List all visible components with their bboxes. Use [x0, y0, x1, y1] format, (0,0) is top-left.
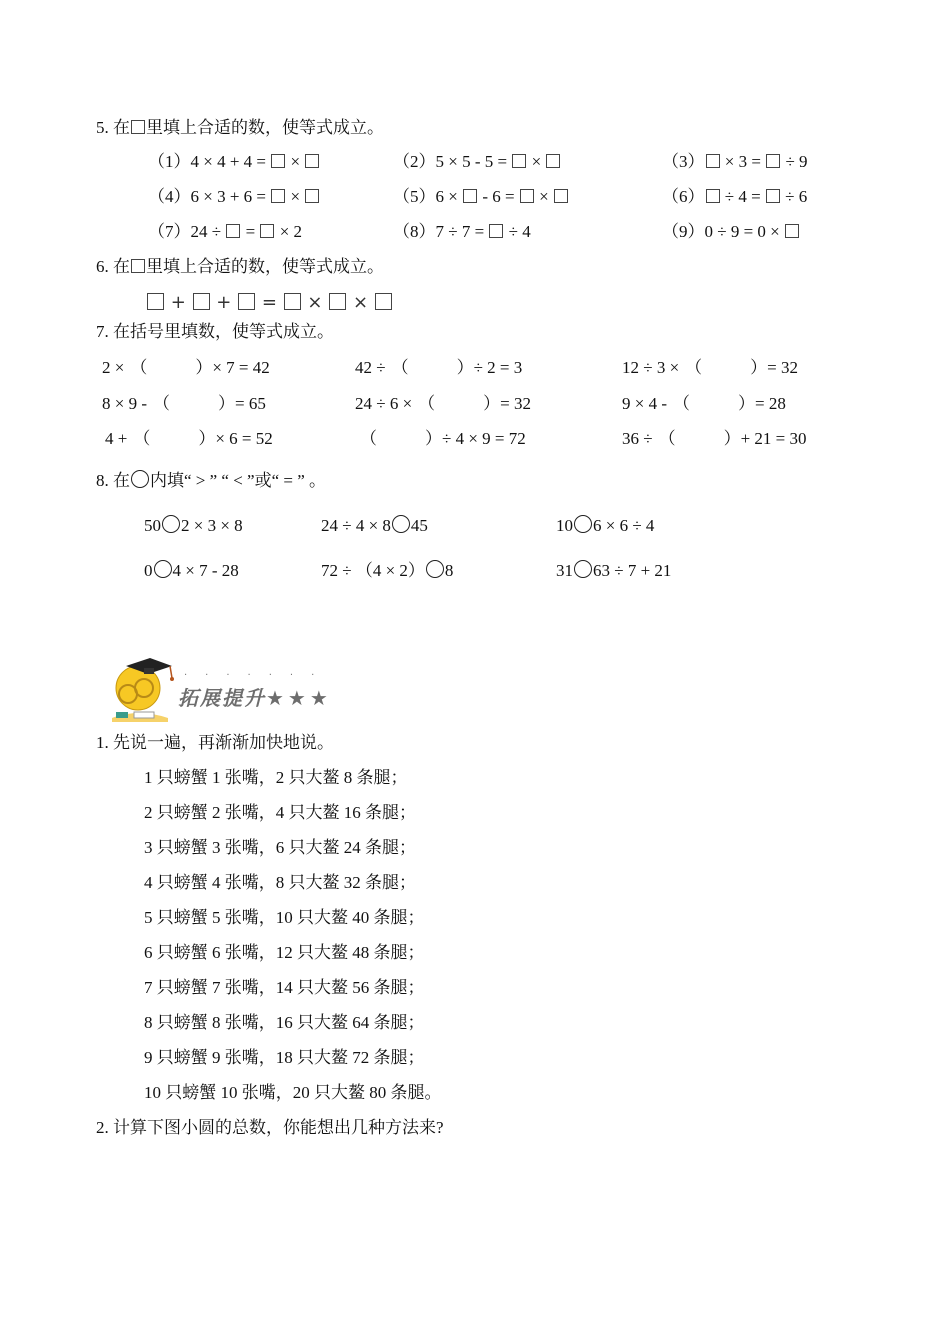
- q7-item-9: 36 ÷ （ ）+ 21 = 30: [622, 429, 807, 448]
- q8-item-5: 72 ÷ （4 × 2） 8: [321, 561, 454, 580]
- answer-box[interactable]: [706, 154, 720, 168]
- answer-box[interactable]: [766, 189, 780, 203]
- answer-box[interactable]: [706, 189, 720, 203]
- q5-item-3: （3） × 3 = ÷ 9: [662, 152, 808, 171]
- answer-box[interactable]: [238, 293, 255, 310]
- answer-box[interactable]: [463, 189, 477, 203]
- q5-title: 5. 在 里填上合适的数，使等式成立。: [96, 118, 384, 137]
- q8-item-4: 0 4 × 7 - 28: [144, 561, 239, 580]
- q7-item-1: 2 × （ ）× 7 = 42: [102, 358, 270, 377]
- q8-item-2: 24 ÷ 4 × 8 45: [321, 516, 428, 535]
- compare-circle[interactable]: [574, 515, 592, 533]
- answer-box[interactable]: [520, 189, 534, 203]
- answer-box[interactable]: [305, 154, 319, 168]
- answer-box[interactable]: [375, 293, 392, 310]
- q7-item-6: 9 × 4 - （ ）= 28: [622, 394, 786, 413]
- answer-box[interactable]: [260, 224, 274, 238]
- banner-title: 拓展提升★★★: [178, 686, 332, 710]
- ext1-line: 6 只螃蟹 6 张嘴，12 只大鳌 48 条腿；: [144, 943, 425, 962]
- answer-box[interactable]: [766, 154, 780, 168]
- ext1-line: 5 只螃蟹 5 张嘴，10 只大鳌 40 条腿；: [144, 908, 425, 927]
- ext1-line: 1 只螃蟹 1 张嘴，2 只大鳌 8 条腿；: [144, 768, 408, 787]
- answer-box[interactable]: [147, 293, 164, 310]
- ext1-line: 3 只螃蟹 3 张嘴，6 只大鳌 24 条腿；: [144, 838, 416, 857]
- q7-item-3: 12 ÷ 3 × （ ）= 32: [622, 358, 799, 377]
- q8-item-3: 10 6 × 6 ÷ 4: [556, 516, 655, 535]
- ext1-line: 2 只螃蟹 2 张嘴，4 只大鳌 16 条腿；: [144, 803, 416, 822]
- q7-title: 7. 在括号里填数，使等式成立。: [96, 322, 334, 341]
- box-icon: [131, 259, 145, 273]
- box-icon: [131, 120, 145, 134]
- ext1-line: 8 只螃蟹 8 张嘴，16 只大鳌 64 条腿；: [144, 1013, 425, 1032]
- circle-icon: [131, 470, 149, 488]
- q8-item-1: 50 2 × 3 × 8: [144, 516, 243, 535]
- ext1-line: 7 只螃蟹 7 张嘴，14 只大鳌 56 条腿；: [144, 978, 425, 997]
- ext1-line: 4 只螃蟹 4 张嘴，8 只大鳌 32 条腿；: [144, 873, 416, 892]
- compare-circle[interactable]: [162, 515, 180, 533]
- compare-circle[interactable]: [154, 560, 172, 578]
- q5-item-9: （9）0 ÷ 9 = 0 ×: [662, 222, 800, 242]
- answer-box[interactable]: [193, 293, 210, 310]
- q5-item-1: （1）4 × 4 + 4 = ×: [148, 152, 320, 172]
- answer-box[interactable]: [271, 189, 285, 203]
- answer-box[interactable]: [512, 154, 526, 168]
- answer-box[interactable]: [546, 154, 560, 168]
- answer-box[interactable]: [271, 154, 285, 168]
- q7-item-5: 24 ÷ 6 × （ ）= 32: [355, 394, 532, 413]
- answer-box[interactable]: [284, 293, 301, 310]
- ext1-line: 10 只螃蟹 10 张嘴，20 只大鳌 80 条腿。: [144, 1083, 442, 1102]
- compare-circle[interactable]: [574, 560, 592, 578]
- q6-equation: + + = × ×: [146, 293, 393, 313]
- answer-box[interactable]: [226, 224, 240, 238]
- q7-item-2: 42 ÷ （ ）÷ 2 = 3: [355, 358, 523, 377]
- q7-item-8: （ ）÷ 4 × 9 = 72: [360, 429, 526, 448]
- q5-item-8: （8）7 ÷ 7 = ÷ 4: [393, 222, 531, 241]
- q7-item-4: 8 × 9 - （ ）= 65: [102, 394, 266, 413]
- q7-item-7: 4 + （ ）× 6 = 52: [105, 429, 273, 448]
- mascot-icon: [108, 656, 180, 724]
- compare-circle[interactable]: [426, 560, 444, 578]
- answer-box[interactable]: [785, 224, 799, 238]
- q5-item-5: （5）6 × - 6 = ×: [393, 187, 569, 207]
- q6-title: 6. 在 里填上合适的数，使等式成立。: [96, 257, 384, 276]
- star-icons: ★★★: [266, 686, 332, 710]
- q8-title: 8. 在 内填“ > ” “ < ”或“ = ” 。: [96, 471, 327, 490]
- q5-item-2: （2）5 × 5 - 5 = ×: [393, 152, 561, 172]
- q8-item-6: 31 63 ÷ 7 + 21: [556, 561, 672, 580]
- ext1-line: 9 只螃蟹 9 张嘴，18 只大鳌 72 条腿；: [144, 1048, 425, 1067]
- answer-box[interactable]: [305, 189, 319, 203]
- compare-circle[interactable]: [392, 515, 410, 533]
- q5-item-6: （6） ÷ 4 = ÷ 6: [662, 187, 808, 206]
- section-banner: ······· 拓展提升★★★: [108, 656, 368, 724]
- answer-box[interactable]: [554, 189, 568, 203]
- ext1-title: 1. 先说一遍，再渐渐加快地说。: [96, 733, 334, 752]
- ext2-title: 2. 计算下图小圆的总数，你能想出几种方法来?: [96, 1118, 444, 1137]
- q5-item-7: （7）24 ÷ = × 2: [148, 222, 303, 241]
- answer-box[interactable]: [329, 293, 346, 310]
- q5-item-4: （4）6 × 3 + 6 = ×: [148, 187, 320, 207]
- answer-box[interactable]: [489, 224, 503, 238]
